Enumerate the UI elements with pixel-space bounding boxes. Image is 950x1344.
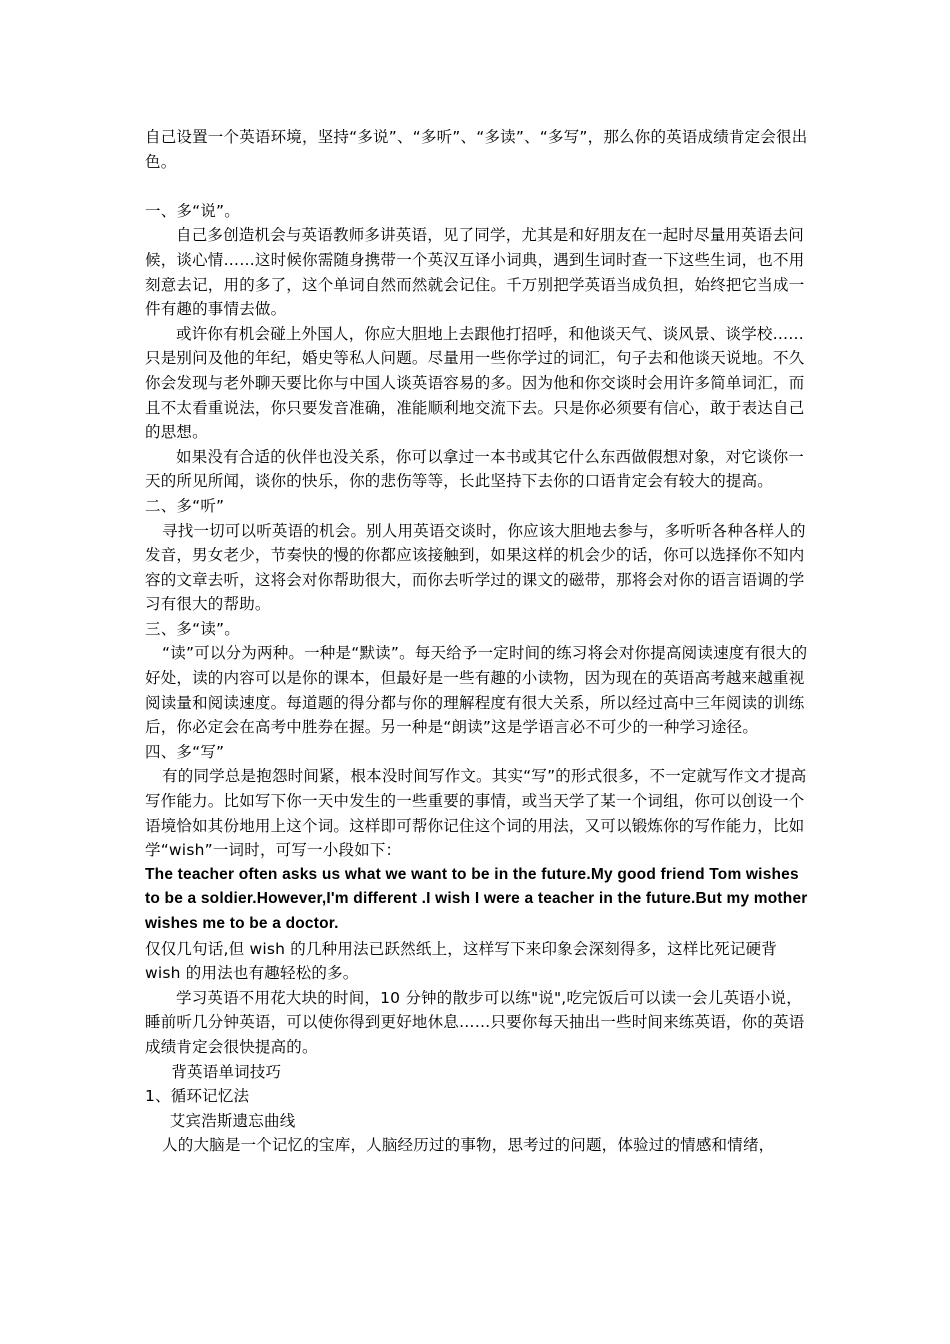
paragraph-intro: 自己设置一个英语环境，坚持“多说”、“多听”、“多读”、“多写”，那么你的英语成绩肯定会很出色。 bbox=[145, 128, 808, 171]
paragraph-listen: 寻找一切可以听英语的机会。别人用英语交谈时，你应该大胆地去参与，多听听各种各样人的发音，男女老少，节奏快的慢的你都应该接触到，如果这样的机会少的话，你可以选择你不知内容的文章去听，这将会对你帮助很大，而你去听学过的课文的磁带，那将会对你的语言语调的学习有很大的帮助。 bbox=[145, 521, 806, 614]
method-title: 1、循环记忆法 bbox=[145, 1087, 250, 1106]
paragraph-write: 有的同学总是抱怨时间紧，根本没时间写作文。其实“写”的形式很多，不一定就写作文才提高写作能力。比如写下你一天中发生的一些重要的事情，或当天学了某一个词组，你可以创设一个语境恰如其份地用上这个词。这样即可帮你记住这个词的用法，又可以锻炼你的写作能力，比如学“wish”一词时，可写一小段如下： bbox=[145, 767, 807, 860]
paragraph-wish: 仅仅几句话,但 wish 的几种用法已跃然纸上，这样写下来印象会深刻得多，这样比死记硬背 wish 的用法也有趣轻松的多。 bbox=[145, 939, 777, 983]
english-example: The teacher often asks us what we want to be in the future.My good friend Tom wishes to be a soldier.However,I'm different .I wish I were a teacher in the future.But my mother wishes me to be a doctor. bbox=[145, 865, 808, 932]
blank-line bbox=[145, 174, 810, 199]
heading-read: 三、多“读”。 bbox=[145, 619, 240, 638]
paragraph-speak-3: 如果没有合适的伙伴也没关系，你可以拿过一本书或其它什么东西做假想对象，对它谈你一天的所见所闻，谈你的快乐，你的悲伤等等，长此坚持下去你的口语肯定会有较大的提高。 bbox=[145, 447, 805, 491]
heading-write: 四、多“写” bbox=[145, 742, 225, 761]
paragraph-memory: 人的大脑是一个记忆的宝库，人脑经历过的事物，思考过的问题，体验过的情感和情绪， bbox=[162, 1136, 775, 1155]
heading-speak: 一、多“说”。 bbox=[145, 201, 240, 220]
paragraph-speak-2: 或许你有机会碰上外国人，你应大胆地上去跟他打招呼，和他谈天气、谈风景、谈学校……只是别问及他的年纪，婚史等私人问题。尽量用一些你学过的词汇，句子去和他谈天说地。不久你会发现与老外聊天要比你与中国人谈英语容易的多。因为他和你交谈时会用许多简单词汇，而且不太看重说法，你只要发音准确，准能顺利地交流下去。只是你必须要有信心，敢于表达自己的思想。 bbox=[145, 324, 805, 442]
document-body bbox=[145, 125, 810, 1158]
curve-title: 艾宾浩斯遗忘曲线 bbox=[169, 1111, 296, 1130]
section-title-vocab: 背英语单词技巧 bbox=[171, 1062, 282, 1081]
heading-listen: 二、多“听” bbox=[145, 496, 225, 515]
paragraph-summary: 学习英语不用花大块的时间，10 分钟的散步可以练"说",吃完饭后可以读一会儿英语小说，睡前听几分钟英语，可以使你得到更好地休息……只要你每天抽出一些时间来练英语，你的英语成绩肯定会很快提高的。 bbox=[145, 988, 805, 1056]
paragraph-read: “读”可以分为两种。一种是“默读”。每天给予一定时间的练习将会对你提高阅读速度有很大的好处，读的内容可以是你的课本，但最好是一些有趣的小读物，因为现在的英语高考越来越重视阅读量和阅读速度。每道题的得分都与你的理解程度有很大关系，所以经过高中三年阅读的训练后，你必定会在高考中胜券在握。另一种是“朗读”这是学语言必不可少的一种学习途径。 bbox=[145, 644, 808, 737]
paragraph-speak-1: 自己多创造机会与英语教师多讲英语，见了同学，尤其是和好朋友在一起时尽量用英语去问候，谈心情……这时候你需随身携带一个英汉互译小词典，遇到生词时查一下这些生词，也不用刻意去记，用的多了，这个单词自然而然就会记住。千万别把学英语当成负担，始终把它当成一件有趣的事情去做。 bbox=[145, 226, 805, 319]
